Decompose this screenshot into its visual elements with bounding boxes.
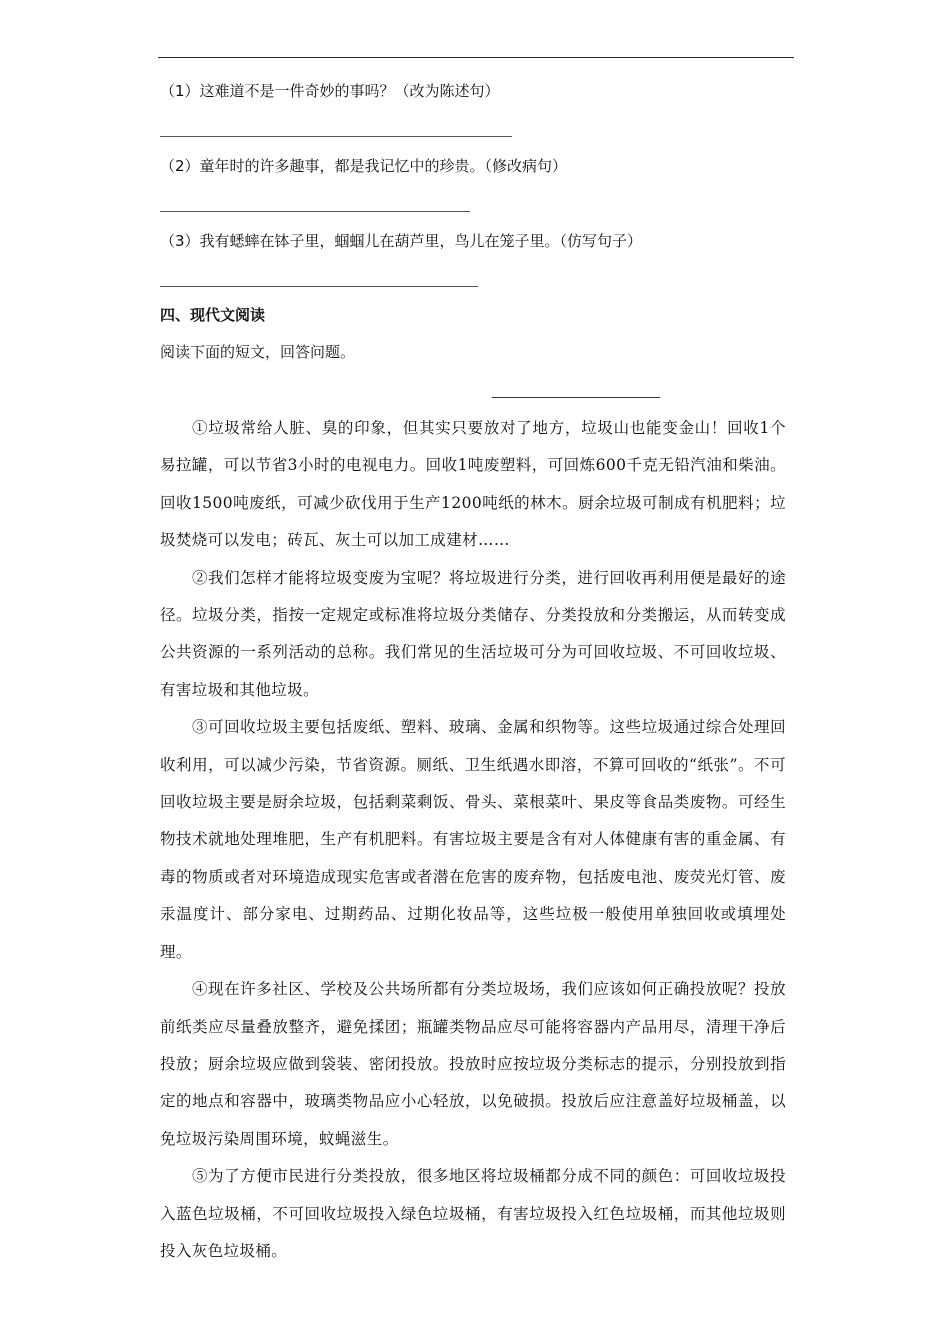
answer-line-1[interactable] [160, 136, 512, 137]
page-top-rule [158, 57, 794, 58]
answer-line-3[interactable] [160, 286, 478, 287]
article-paragraph-3: ③可回收垃圾主要包括废纸、塑料、玻璃、金属和织物等。这些垃圾通过综合处理回收利用，可以减少污染，节省资源。厕纸、卫生纸遇水即溶，不算可回收的“纸张”。不可回收垃圾主要是厨余垃圾，包括剩菜剩饭、骨头、菜根菜叶、果皮等食品类废物。可经生物技术就地处理堆肥，生产有机肥料。有害垃圾主要是含有对人体健康有害的重金属、有毒的物质或者对环境造成现实危害或者潜在危害的废弃物，包括废电池、废荧光灯管、废汞温度计、部分家电、过期药品、过期化妆品等，这些垃极一般使用单独回收或填埋处理。 [160, 718, 786, 961]
question-2-number: （2） [160, 157, 200, 175]
question-2 [160, 156, 567, 176]
question-3-number: （3） [160, 232, 200, 250]
question-1 [160, 81, 500, 101]
article-body [160, 410, 786, 1270]
article-paragraph-2: ②我们怎样才能将垃圾变废为宝呢？将垃圾进行分类，进行回收再利用便是最好的途径。垃圾分类，指按一定规定或标准将垃圾分类储存、分类投放和分类搬运，从而转变成公共资源的一系列活动的总称。我们常见的生活垃圾可分为可回收垃圾、不可回收垃圾、有害垃圾和其他垃圾。 [160, 568, 786, 699]
section-heading: 四、现代文阅读 [160, 306, 266, 324]
section-instruction: 阅读下面的短文，回答问题。 [160, 343, 356, 361]
question-1-number: （1） [160, 82, 200, 100]
article-paragraph-4: ④现在许多社区、学校及公共场所都有分类垃圾场，我们应该如何正确投放呢？投放前纸类应尽量叠放整齐，避免揉团；瓶罐类物品应尽可能将容器内产品用尽，清理干净后投放；厨余垃圾应做到袋装、密闭投放。投放时应按垃圾分类标志的提示，分别投放到指定的地点和容器中，玻璃类物品应小心轻放，以免破损。投放后应注意盖好垃圾桶盖，以免垃圾污染周围环境，蚊蝇滋生。 [160, 980, 786, 1148]
question-2-text: 童年时的许多趣事，都是我记忆中的珍贵。（修改病句） [199, 157, 568, 175]
question-3-text: 我有蟋蟀在钵子里，蝈蝈儿在葫芦里，鸟儿在笼子里。（仿写句子） [199, 232, 643, 250]
title-blank-line[interactable] [492, 397, 660, 398]
question-3 [160, 231, 642, 251]
answer-line-2[interactable] [160, 211, 470, 212]
article-paragraph-1: ①垃圾常给人脏、臭的印象，但其实只要放对了地方，垃圾山也能变金山！回收1个易拉罐，可以节省3小时的电视电力。回收1吨废塑料，可回炼600千克无铅汽油和柴油。回收1500吨废纸，可减少砍伐用于生产1200吨纸的林木。厨余垃圾可制成有机肥料；垃圾焚烧可以发电；砖瓦、灰土可以加工成建材…… [160, 419, 786, 550]
question-1-text: 这难道不是一件奇妙的事吗？（改为陈述句） [199, 82, 500, 100]
article-paragraph-5: ⑤为了方便市民进行分类投放，很多地区将垃圾桶都分成不同的颜色：可回收垃圾投入蓝色垃圾桶，不可回收垃圾投入绿色垃圾桶，有害垃圾投入红色垃圾桶，而其他垃圾则投入灰色垃圾桶。 [160, 1167, 786, 1260]
